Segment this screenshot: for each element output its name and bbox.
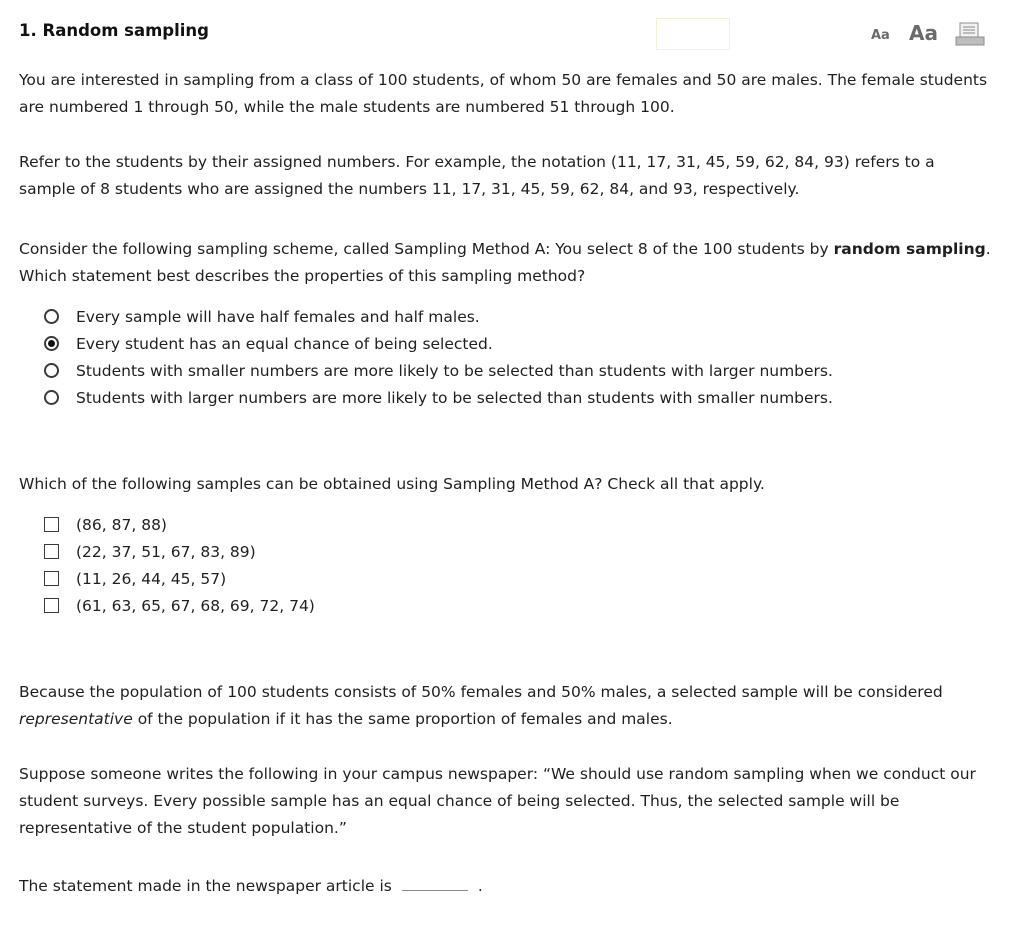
representative-text-before: Because the population of 100 students consists of 50% females and 50% males, a selected sample will be considered [19,683,943,701]
answer-status-box [656,18,730,50]
radio-button-selected[interactable] [44,336,59,351]
radio-option-2[interactable] [44,330,493,357]
font-size-small-button[interactable]: Aa [871,28,890,43]
checkbox-option-label: (11, 26, 44, 45, 57) [76,569,227,588]
representative-italic-term: representative [19,710,133,728]
question-2-prompt: Which of the following samples can be obtained using Sampling Method A? Check all that apply. [19,475,765,493]
checkbox[interactable] [44,517,59,532]
representative-text-after: of the population if it has the same proportion of females and males. [132,710,673,728]
checkbox[interactable] [44,544,59,559]
checkbox-option-1[interactable] [44,511,167,538]
intro-paragraph-1: You are interested in sampling from a class of 100 students, of whom 50 are females and 50 are males. The female students are numbered 1 through 50, while the male students are numbered 51 through 100. [19,71,988,116]
checkbox-option-2[interactable] [44,538,256,565]
print-icon[interactable] [955,22,985,46]
question-3-prompt: The statement made in the newspaper article is [19,877,392,895]
radio-option-4[interactable] [44,384,833,411]
radio-button[interactable] [44,390,59,405]
checkbox-option-label: (22, 37, 51, 67, 83, 89) [76,542,256,561]
question-1-text-before: Consider the following sampling scheme, called Sampling Method A: You select 8 of the 100 students by [19,240,834,258]
radio-option-label: Every sample will have half females and half males. [76,307,480,326]
newspaper-paragraph: Suppose someone writes the following in your campus newspaper: “We should use random sampling when we conduct our student surveys. Every possible sample has an equal chance of being selected. Thus, the selected sample will be representative of the student population.” [19,765,976,837]
radio-option-label: Students with smaller numbers are more likely to be selected than students with larger numbers. [76,361,833,380]
font-size-large-button[interactable]: Aa [909,21,938,45]
radio-button[interactable] [44,309,59,324]
radio-button[interactable] [44,363,59,378]
checkbox[interactable] [44,571,59,586]
representative-paragraph [19,679,994,733]
radio-option-label: Every student has an equal chance of being selected. [76,334,493,353]
question-3-row [19,870,483,900]
question-1-prompt [19,236,994,290]
question-title: 1. Random sampling [19,21,209,40]
question-1-bold-term: random sampling [833,240,986,258]
checkbox-option-3[interactable] [44,565,226,592]
checkbox[interactable] [44,598,59,613]
checkbox-option-label: (61, 63, 65, 67, 68, 69, 72, 74) [76,596,315,615]
checkbox-option-label: (86, 87, 88) [76,515,167,534]
question-1-text-after: . Which statement best describes the properties of this sampling method? [19,240,991,285]
radio-option-label: Students with larger numbers are more likely to be selected than students with smaller numbers. [76,388,833,407]
intro-paragraph-2: Refer to the students by their assigned numbers. For example, the notation (11, 17, 31, 45, 59, 62, 84, 93) refers to a sample of 8 students who are assigned the numbers 11, 17, 31, 45, 59, 62, 84, and 93, respectively. [19,153,935,198]
checkbox-option-4[interactable] [44,592,315,619]
answer-dropdown-blank[interactable] [402,870,468,891]
sentence-period: . [477,877,483,895]
radio-option-1[interactable] [44,303,480,330]
radio-option-3[interactable] [44,357,833,384]
